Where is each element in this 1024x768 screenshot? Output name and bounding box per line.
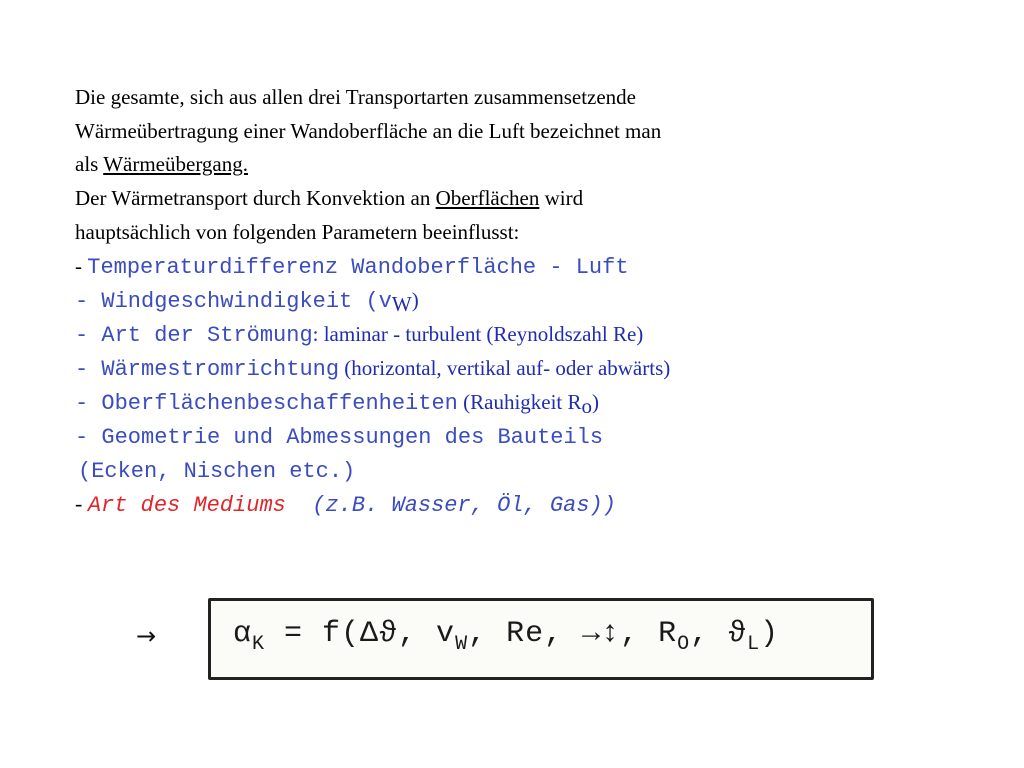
param-windgeschwindigkeit [75, 283, 419, 317]
param-tail: : laminar - turbulent (Reynoldszahl Re) [312, 322, 644, 346]
intro-line-5: hauptsächlich von folgenden Parametern beeinflusst: [75, 220, 520, 244]
formula-area [130, 592, 910, 692]
param-oberflaechenbeschaffenheit [75, 385, 599, 419]
formula-sub: K [252, 633, 266, 656]
param-text: Windgeschwindigkeit (v [101, 289, 392, 314]
formula-text [233, 617, 779, 656]
formula-sub: W [455, 633, 469, 656]
param-stroemung [75, 317, 643, 351]
formula-part: , Re, →↕, R [468, 617, 678, 651]
intro-line-1: Die gesamte, sich aus allen drei Transportarten zusammensetzende [75, 85, 636, 109]
param-dash: - [75, 391, 102, 416]
param-subscript: o [581, 394, 593, 418]
intro-line-4 [75, 181, 583, 215]
param-close: ) [592, 390, 600, 414]
param-text-highlight: Art des Mediums [87, 493, 286, 518]
formula-box [208, 598, 874, 680]
param-text: (Ecken, Nischen etc.) [78, 459, 356, 484]
term-oberflaechen: Oberflächen [435, 186, 540, 210]
formula-alpha: α [233, 617, 253, 651]
param-dash: - [75, 491, 88, 516]
intro-line-4-suffix: wird [539, 186, 584, 210]
param-text: - Geometrie und Abmessungen des Bauteils [75, 425, 604, 450]
param-waermestromrichtung [75, 351, 670, 385]
formula-sub: O [677, 633, 691, 656]
param-tail: (horizontal, vertikal auf- oder abwärts) [339, 356, 671, 380]
param-text: Wärmestromrichtung [101, 357, 340, 382]
param-dash: - [75, 323, 102, 348]
param-dash: - [75, 357, 102, 382]
intro-line-2: Wärmeübertragung einer Wandoberfläche an die Luft bezeichnet man [75, 119, 662, 143]
param-dash: - [75, 289, 102, 314]
param-tail: (z.B. Wasser, Öl, Gas)) [285, 493, 616, 518]
param-text: Oberflächenbeschaffenheiten [101, 391, 458, 416]
intro-line-4-prefix: Der Wärmetransport durch Konvektion an [75, 186, 436, 210]
right-arrow-icon: → [136, 622, 157, 650]
formula-part: = f(Δϑ, v [265, 617, 456, 651]
param-temperaturdifferenz [75, 249, 629, 283]
param-subscript: W [391, 292, 412, 316]
formula-part: ) [760, 617, 780, 651]
param-medium [75, 487, 616, 521]
term-waermeuebergang: Wärmeübergang. [103, 152, 248, 176]
formula-sub: L [747, 633, 761, 656]
param-geometrie-cont [78, 453, 355, 487]
param-tail: (Rauhigkeit R [457, 390, 582, 414]
formula-part: , ϑ [690, 617, 748, 651]
intro-line-3 [75, 147, 248, 181]
param-geometrie [75, 419, 603, 453]
param-close: ) [411, 288, 419, 312]
intro-line-3-prefix: als [75, 152, 104, 176]
param-text: Temperaturdifferenz Wandoberfläche [87, 255, 537, 280]
param-text: Art der Strömung [101, 323, 313, 348]
param-tail: - Luft [536, 255, 629, 280]
param-dash: - [75, 254, 88, 278]
